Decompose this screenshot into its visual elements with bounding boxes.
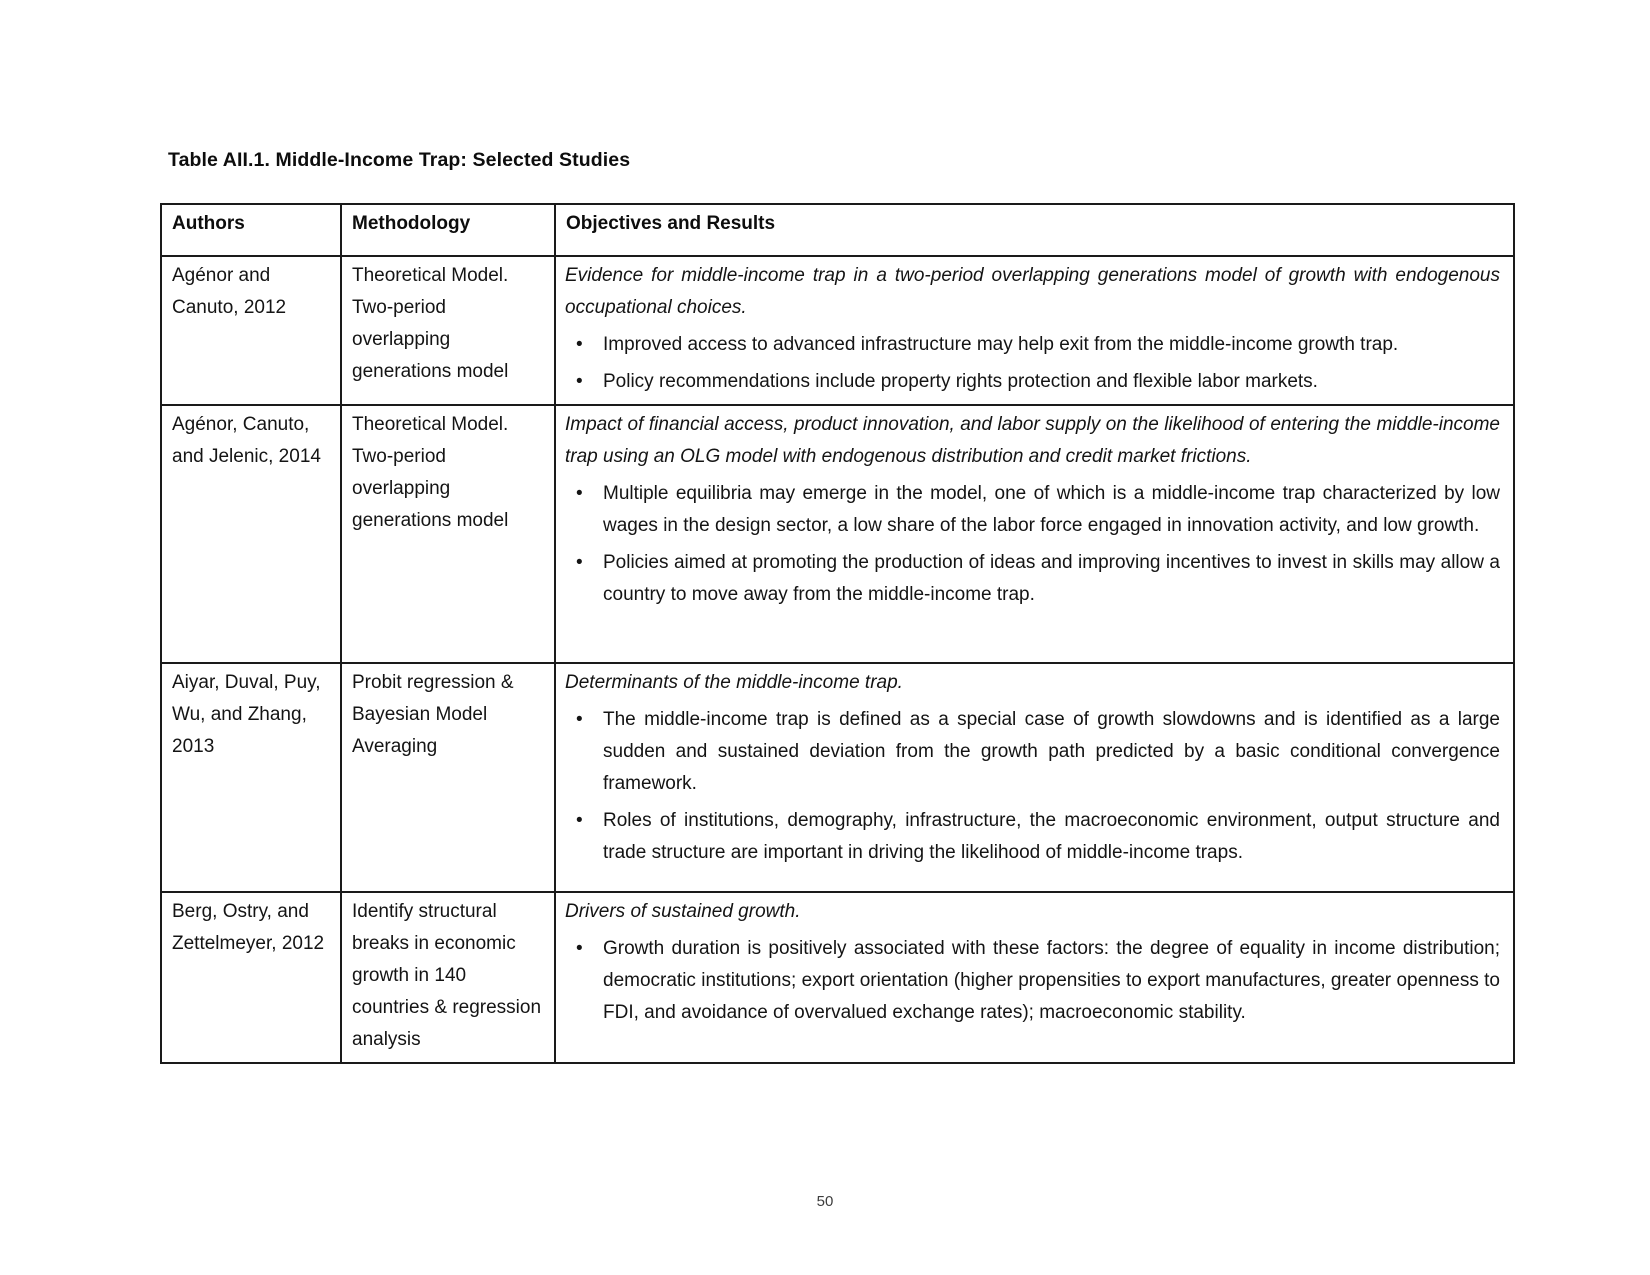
methodology-cell: Probit regression & Bayesian Model Averaging [341,663,555,892]
objectives-cell [555,892,1514,1063]
authors-cell: Agénor and Canuto, 2012 [161,256,341,405]
objective-lead: Drivers of sustained growth. [565,901,801,922]
objectives-cell [555,405,1514,663]
table-row [161,405,1514,663]
header-authors: Authors [161,204,341,256]
authors-cell: Agénor, Canuto, and Jelenic, 2014 [161,405,341,663]
header-methodology: Methodology [341,204,555,256]
table-row [161,256,1514,405]
header-objectives: Objectives and Results [555,204,1514,256]
page-title: Table AII.1. Middle-Income Trap: Selected Studies [168,149,631,171]
methodology-cell: Identify structural breaks in economic growth in 140 countries & regression analysis [341,892,555,1063]
objective-lead: Impact of financial access, product innovation, and labor supply on the likelihood of entering the middle-income trap using an OLG model with endogenous distribution and credit market frictions. [565,414,1500,467]
objective-lead: Determinants of the middle-income trap. [565,672,903,693]
authors-cell: Berg, Ostry, and Zettelmeyer, 2012 [161,892,341,1063]
studies-table [160,203,1515,1064]
table-header-row [161,204,1514,256]
page-number: 50 [816,1193,834,1210]
bullet-list [565,704,1500,869]
bullet-item: • Policy recommendations include property rights protection and flexible labor markets. [565,366,1500,398]
bullet-item: • Growth duration is positively associated with these factors: the degree of equality in income distribution; democratic institutions; export orientation (higher propensities to export manufactures, greater openness to FDI, and avoidance of overvalued exchange rates); macroeconomic stability. [565,933,1500,1029]
bullet-item: • Policies aimed at promoting the production of ideas and improving incentives to invest in skills may allow a country to move away from the middle-income trap. [565,547,1500,611]
bullet-list [565,933,1500,1029]
authors-cell: Aiyar, Duval, Puy, Wu, and Zhang, 2013 [161,663,341,892]
objective-lead: Evidence for middle-income trap in a two-period overlapping generations model of growth with endogenous occupational choices. [565,265,1500,318]
methodology-cell: Theoretical Model. Two-period overlapping generations model [341,405,555,663]
bullet-list [565,329,1500,398]
bullet-item: • Multiple equilibria may emerge in the model, one of which is a middle-income trap characterized by low wages in the design sector, a low share of the labor force engaged in innovation activity, and low growth. [565,478,1500,542]
bullet-list [565,478,1500,611]
methodology-cell: Theoretical Model. Two-period overlapping generations model [341,256,555,405]
bullet-item: • Improved access to advanced infrastructure may help exit from the middle-income growth trap. [565,329,1500,361]
objectives-cell [555,256,1514,405]
bullet-item: • The middle-income trap is defined as a special case of growth slowdowns and is identified as a large sudden and sustained deviation from the growth path predicted by a basic conditional convergence framework. [565,704,1500,800]
objectives-cell [555,663,1514,892]
bullet-item: • Roles of institutions, demography, infrastructure, the macroeconomic environment, output structure and trade structure are important in driving the likelihood of middle-income traps. [565,805,1500,869]
table-row [161,663,1514,892]
table-row [161,892,1514,1063]
